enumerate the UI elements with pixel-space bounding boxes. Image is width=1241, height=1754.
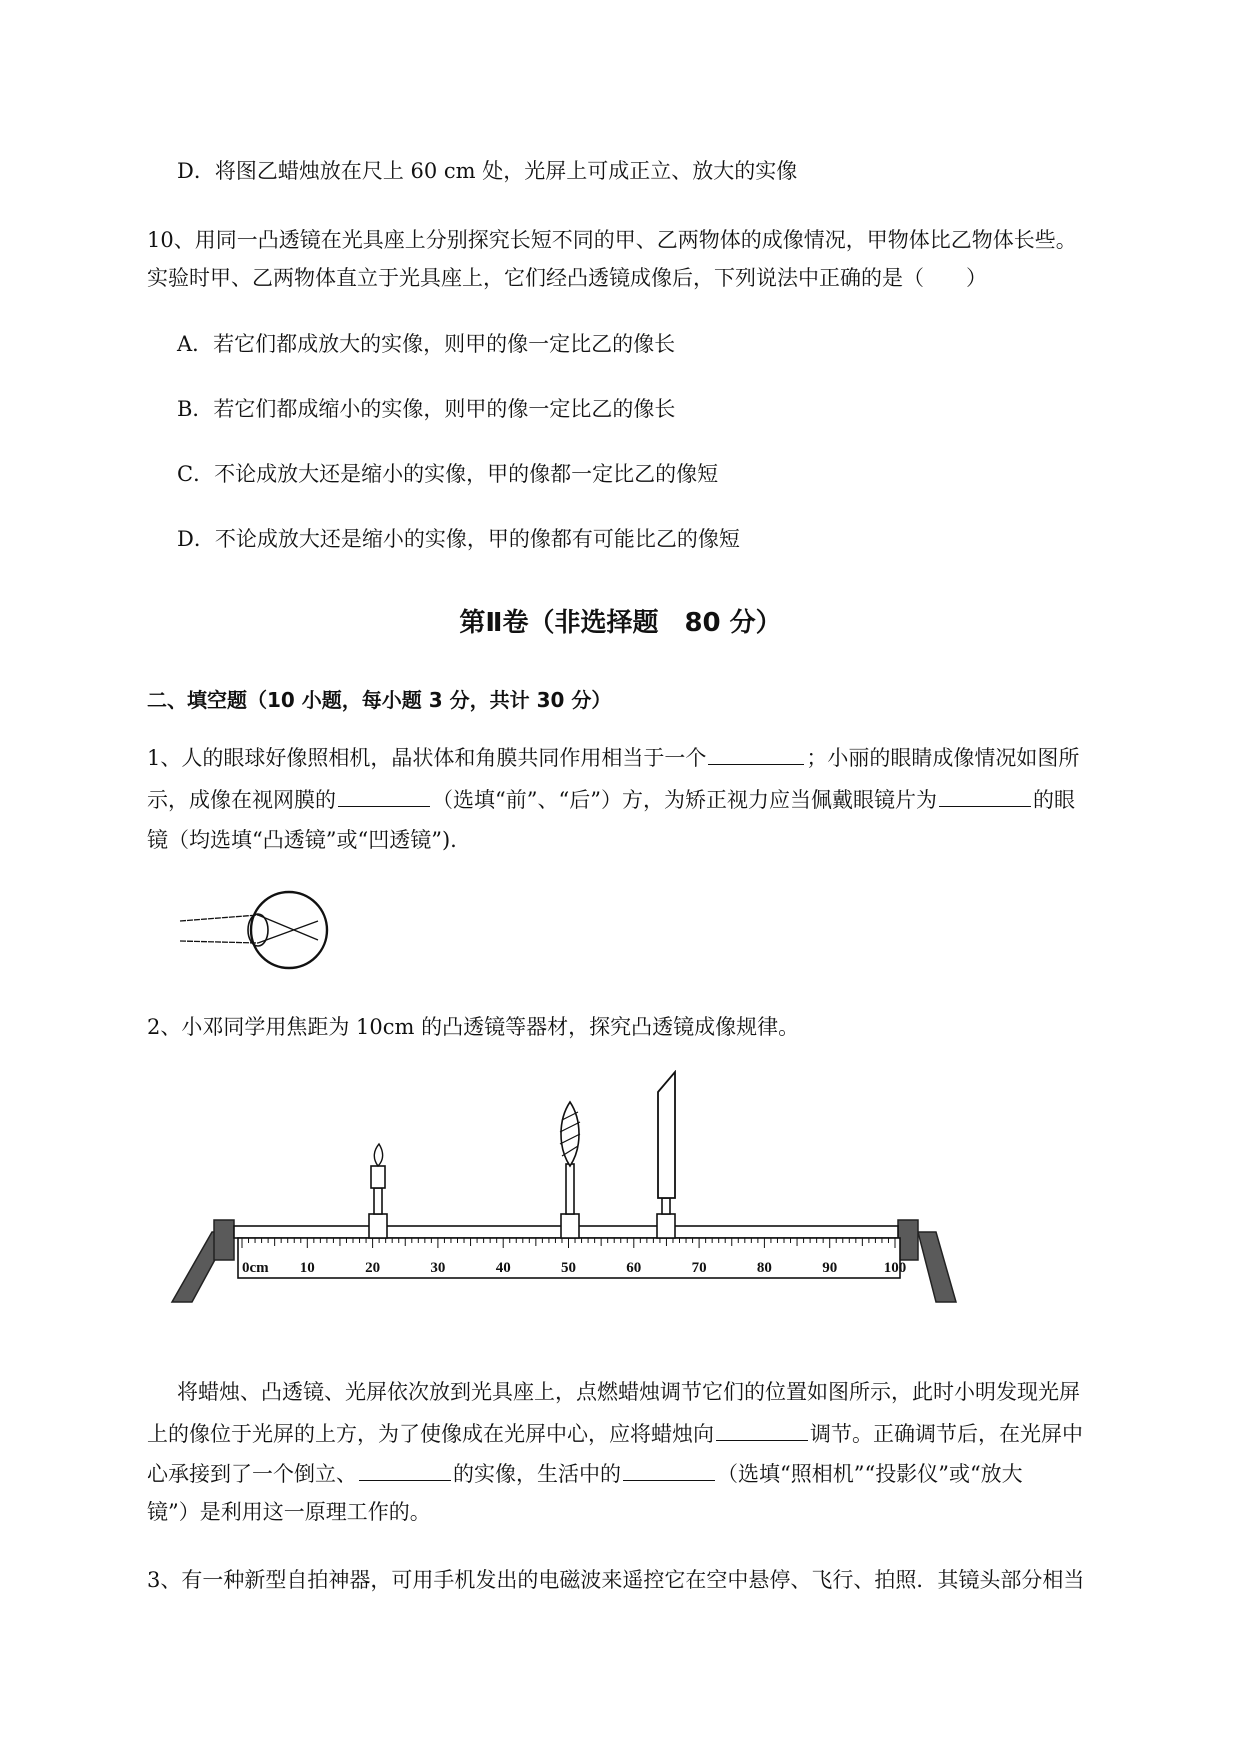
fill3-line1: 3、有一种新型自拍神器，可用手机发出的电磁波来遥控它在空中悬停、飞行、拍照．其镜头部分相当: [147, 1568, 1085, 1592]
prev-option-d: D．将图乙蜡烛放在尺上 60 cm 处，光屏上可成正立、放大的实像: [177, 159, 798, 183]
scale-label: 80: [756, 1260, 772, 1276]
answer-blank[interactable]: [623, 1458, 715, 1481]
answer-blank[interactable]: [716, 1418, 808, 1441]
bench-right-post: [898, 1220, 918, 1260]
bench-left-post: [214, 1220, 234, 1260]
fill2-text-e: （选填“照相机”“投影仪”或“放大: [717, 1462, 1023, 1486]
fill2-intro: 2、小邓同学用焦距为 10cm 的凸透镜等器材，探究凸透镜成像规律。: [147, 1015, 800, 1039]
fill1-text-c: 示，成像在视网膜的: [147, 788, 336, 812]
fill1-text-d: （选填“前”、“后”）方，为矫正视力应当佩戴眼镜片为: [432, 788, 937, 812]
eye-diagram: [178, 885, 338, 975]
scale-label: 70: [691, 1260, 707, 1276]
fill2-para-line3: [147, 1458, 1023, 1488]
section-heading: 二、填空题（10 小题，每小题 3 分，共计 30 分）: [147, 688, 612, 712]
fill1-text-e: 的眼: [1032, 788, 1075, 812]
scale-label: 10: [299, 1260, 315, 1276]
candle-flame: [374, 1144, 382, 1166]
answer-blank[interactable]: [939, 784, 1031, 807]
bench-right-leg: [918, 1232, 956, 1302]
answer-blank[interactable]: [338, 784, 430, 807]
candle: [371, 1166, 385, 1188]
lens-holder: [560, 1102, 580, 1238]
scale-label: 50: [561, 1260, 576, 1276]
part2-title: 第Ⅱ卷（非选择题 80 分）: [459, 608, 782, 638]
fill2-text-a: 上的像位于光屏的上方，为了使像成在光屏中心，应将蜡烛向: [147, 1422, 714, 1446]
q10-option-a: A．若它们都成放大的实像，则甲的像一定比乙的像长: [177, 332, 676, 356]
scale-label: 20: [365, 1260, 381, 1276]
answer-blank[interactable]: [708, 742, 804, 765]
q10-stem-line1: 10、用同一凸透镜在光具座上分别探究长短不同的甲、乙两物体的成像情况，甲物体比乙物体长些。: [147, 228, 1077, 252]
scale-label: 100: [883, 1260, 907, 1276]
q10-stem-line2: 实验时甲、乙两物体直立于光具座上，它们经凸透镜成像后，下列说法中正确的是（ ）: [147, 266, 987, 290]
optical-bench-diagram: [170, 1070, 970, 1330]
candle-holder: [369, 1144, 387, 1238]
fill2-para-line4: 镜”）是利用这一原理工作的。: [147, 1500, 431, 1524]
q10-option-b: B．若它们都成缩小的实像，则甲的像一定比乙的像长: [177, 397, 676, 421]
scale-label: 40: [495, 1260, 511, 1276]
scale-label: 30: [430, 1260, 446, 1276]
fill1-text-a: 1、人的眼球好像照相机，晶状体和角膜共同作用相当于一个: [147, 746, 707, 770]
fill1-line2: [147, 784, 1075, 814]
convex-lens: [561, 1102, 579, 1166]
fill2-para-line2: [147, 1418, 1083, 1448]
scale-label: 0cm: [242, 1260, 269, 1276]
screen-holder: [657, 1072, 675, 1238]
q10-option-c: C．不论成放大还是缩小的实像，甲的像都一定比乙的像短: [177, 462, 719, 486]
fill2-text-c: 心承接到了一个倒立、: [147, 1462, 357, 1486]
answer-blank[interactable]: [359, 1458, 451, 1481]
light-screen: [658, 1072, 675, 1198]
fill2-text-b: 调节。正确调节后，在光屏中: [810, 1422, 1083, 1446]
q10-option-d: D．不论成放大还是缩小的实像，甲的像都有可能比乙的像短: [177, 527, 740, 551]
fill2-para-line1: 将蜡烛、凸透镜、光屏依次放到光具座上，点燃蜡烛调节它们的位置如图所示，此时小明发现光屏: [177, 1380, 1080, 1404]
fill2-text-d: 的实像，生活中的: [453, 1462, 621, 1486]
scale-label: 90: [822, 1260, 838, 1276]
fill1-line1: [147, 742, 1079, 772]
fill1-line3: 镜（均选填“凸透镜”或“凹透镜”).: [147, 828, 457, 852]
scale-label: 60: [626, 1260, 642, 1276]
fill1-text-b: ；小丽的眼睛成像情况如图所: [806, 746, 1080, 770]
